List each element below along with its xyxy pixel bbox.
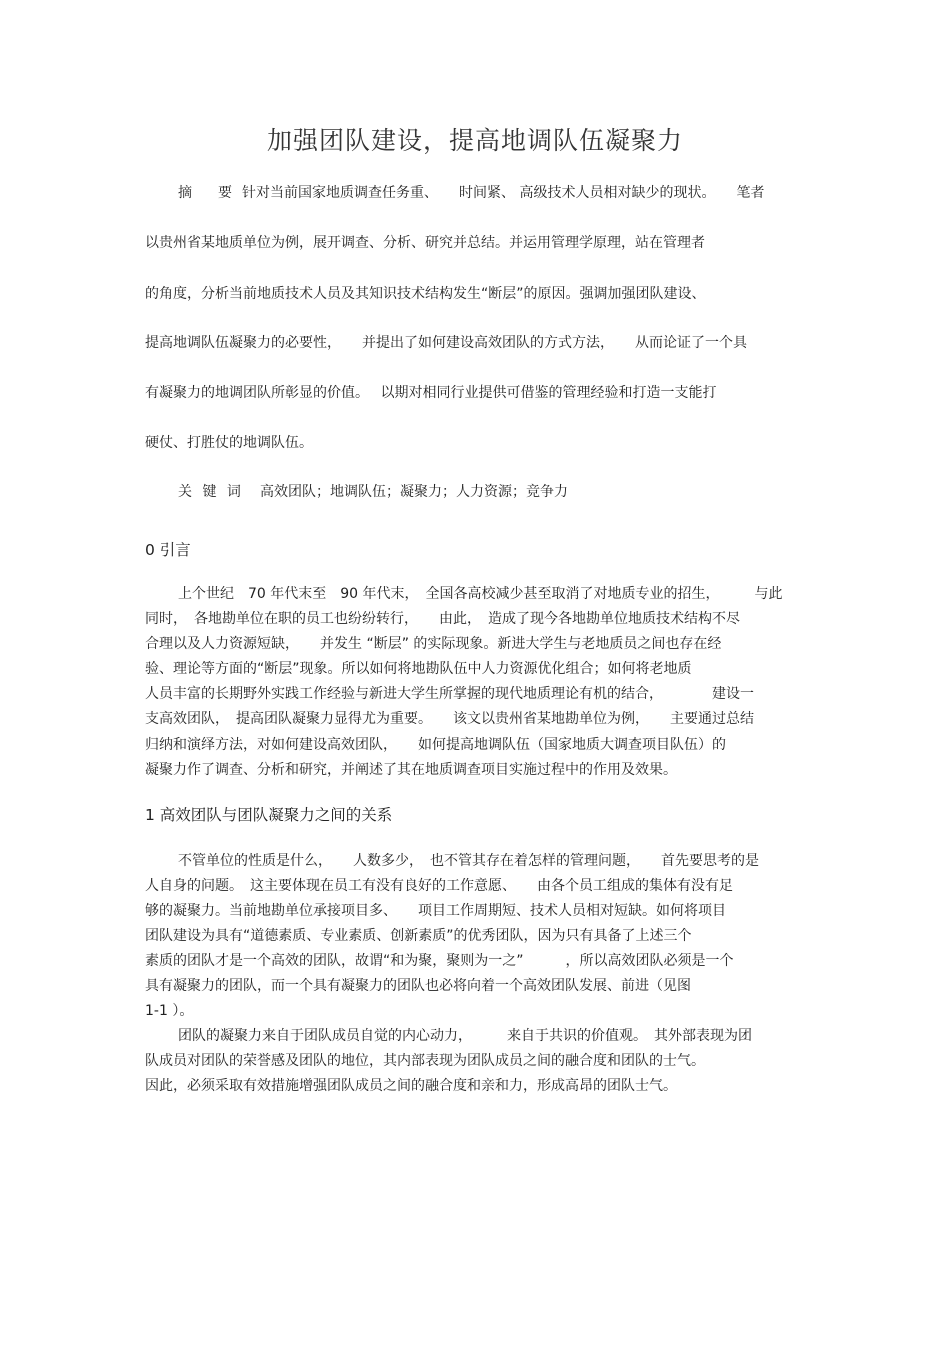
abstract-line-5: 有凝聚力的地调团队所彰显的价值。 以期对相同行业提供可借鉴的管理经验和打造一支能打 [145, 385, 717, 401]
intro-line-1: 上个世纪 70 年代末至 90 年代末， 全国各高校减少甚至取消了对地质专业的招生， 与此 [178, 586, 783, 602]
intro-line-8: 凝聚力作了调查、分析和研究，并阐述了其在地质调查项目实施过程中的作用及效果。 [145, 762, 677, 778]
relationship-line-1: 不管单位的性质是什么， 人数多少， 也不管其存在着怎样的管理问题， 首先要思考的是 [178, 853, 759, 869]
intro-line-2: 同时， 各地勘单位在职的员工也纷纷转行， 由此， 造成了现今各地勘单位地质技术结构不尽 [145, 611, 740, 627]
intro-line-4: 验、理论等方面的“断层”现象。所以如何将地勘队伍中人力资源优化组合；如何将老地质 [145, 661, 692, 677]
intro-line-3: 合理以及人力资源短缺， 并发生 “断层” 的实际现象。新进大学生与老地质员之间也存在经 [145, 636, 722, 652]
section-heading-relationship: 1 高效团队与团队凝聚力之间的关系 [145, 806, 393, 824]
abstract-line-3: 的角度，分析当前地质技术人员及其知识技术结构发生“断层”的原因。强调加强团队建设、 [145, 286, 706, 302]
relationship-line-9: 队成员对团队的荣誉感及团队的地位，其内部表现为团队成员之间的融合度和团队的士气。 [145, 1053, 705, 1069]
page-title: 加强团队建设，提高地调队伍凝聚力 [266, 126, 683, 155]
abstract-label: 摘 要 [178, 185, 238, 201]
relationship-line-3: 够的凝聚力。当前地勘单位承接项目多、 项目工作周期短、技术人员相对短缺。如何将项目 [145, 903, 726, 919]
intro-line-7: 归纳和演绎方法，对如何建设高效团队， 如何提高地调队伍（国家地质大调查项目队伍）的 [145, 737, 726, 753]
relationship-line-8: 团队的凝聚力来自于团队成员自觉的内心动力， 来自于共识的价值观。 其外部表现为团 [178, 1028, 752, 1044]
keywords-label: 关 键 词 [178, 484, 244, 500]
section-heading-intro: 0 引言 [145, 541, 191, 559]
relationship-line-10: 因此，必须采取有效措施增强团队成员之间的融合度和亲和力，形成高昂的团队士气。 [145, 1078, 677, 1094]
relationship-line-2: 人自身的问题。 这主要体现在员工有没有良好的工作意愿、 由各个员工组成的集体有没有足 [145, 878, 733, 894]
relationship-line-4: 团队建设为具有“道德素质、专业素质、创新素质”的优秀团队，因为只有具备了上述三个 [145, 928, 692, 944]
intro-line-6: 支高效团队， 提高团队凝聚力显得尤为重要。 该文以贵州省某地勘单位为例， 主要通过总结 [145, 711, 754, 727]
relationship-line-7: 1-1 ）。 [145, 1003, 194, 1019]
abstract-line-2: 以贵州省某地质单位为例，展开调查、分析、研究并总结。并运用管理学原理，站在管理者 [145, 235, 705, 251]
keywords-text: 高效团队；地调队伍；凝聚力；人力资源；竞争力 [260, 484, 568, 500]
abstract-line-6: 硬仗、打胜仗的地调队伍。 [145, 435, 313, 451]
relationship-line-5: 素质的团队才是一个高效的团队，故谓“和为聚，聚则为一之” ，所以高效团队必须是一个 [145, 953, 734, 969]
relationship-line-6: 具有凝聚力的团队，而一个具有凝聚力的团队也必将向着一个高效团队发展、前进（见图 [145, 978, 691, 994]
abstract-line-1: 针对当前国家地质调查任务重、 时间紧、 高级技术人员相对缺少的现状。 笔者 [242, 185, 765, 201]
abstract-line-4: 提高地调队伍凝聚力的必要性， 并提出了如何建设高效团队的方式方法， 从而论证了一个具 [145, 335, 747, 351]
intro-line-5: 人员丰富的长期野外实践工作经验与新进大学生所掌握的现代地质理论有机的结合， 建设一 [145, 686, 754, 702]
